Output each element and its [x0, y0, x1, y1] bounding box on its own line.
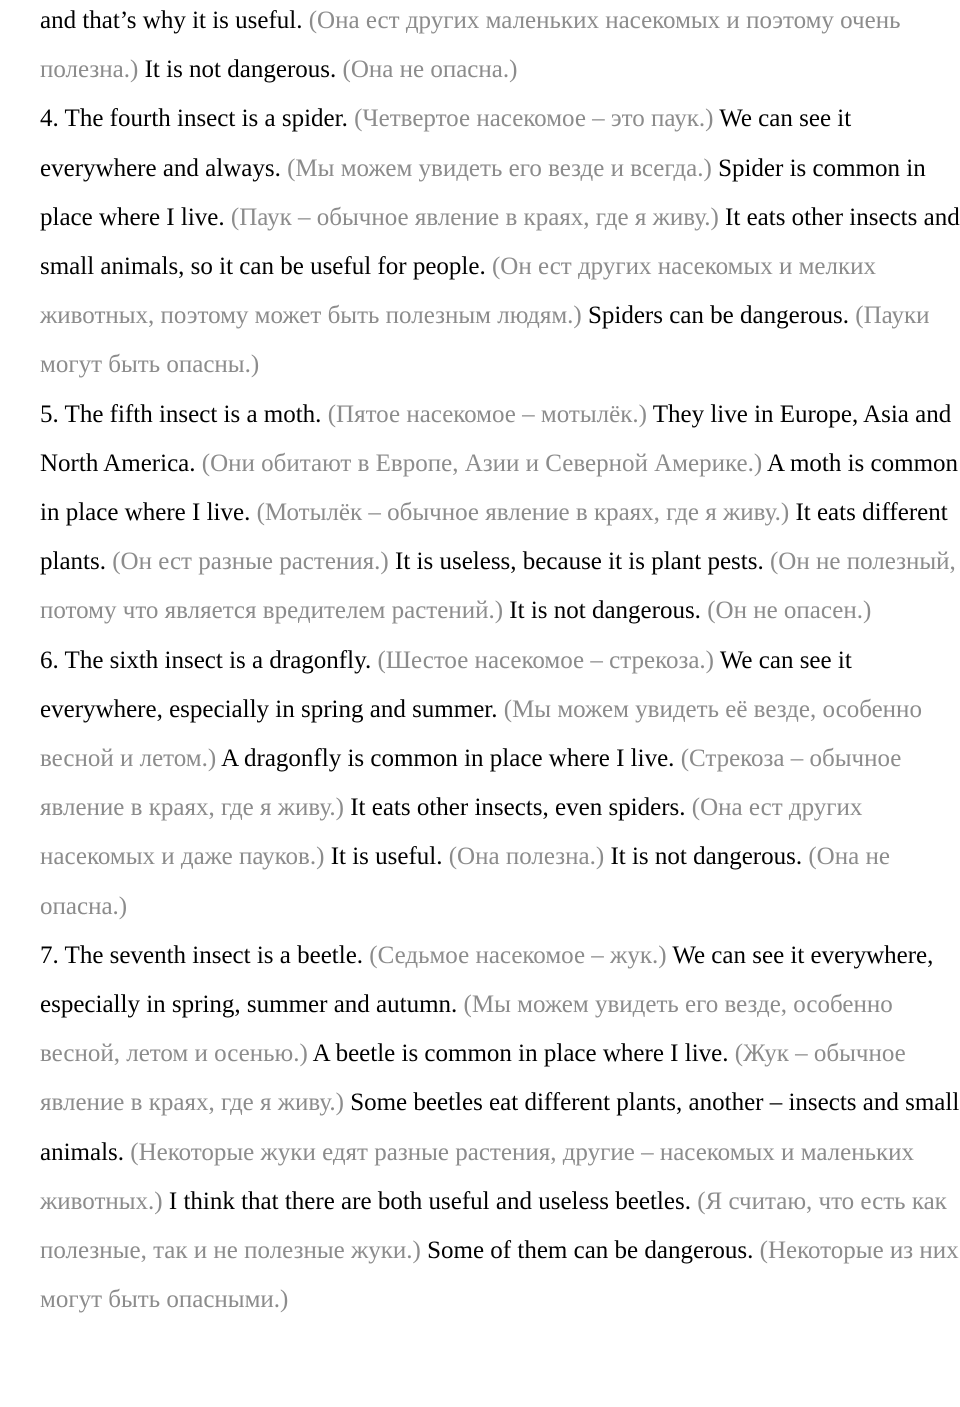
english-sentence: A beetle is common in place where I live. [312, 1040, 735, 1068]
english-sentence: Some beetles eat different plants, another – insects and small animals. [40, 1089, 960, 1166]
english-sentence: We can see it everywhere, especially in spring and summer. [40, 646, 852, 723]
english-sentence: It is useful. [330, 843, 449, 871]
english-sentence: 6. The sixth insect is a dragonfly. [40, 646, 378, 674]
russian-translation: (Седьмое насекомое – жук.) [369, 941, 673, 969]
english-sentence: A dragonfly is common in place where I live. [221, 745, 681, 773]
russian-translation: (Она ест других насекомых и даже пауков.) [40, 794, 863, 871]
russian-translation: (Некоторые жуки едят разные растения, другие – насекомых и маленьких животных.) [40, 1138, 915, 1215]
russian-translation: (Некоторые из них могут быть опасными.) [40, 1237, 959, 1314]
russian-translation: (Я считаю, что есть как полезные, так и не полезные жуки.) [40, 1187, 947, 1265]
english-sentence: It eats other insects and small animals, so it can be useful for people. [40, 203, 960, 281]
english-sentence: It is useless, because it is plant pests. [395, 548, 770, 576]
russian-translation: (Жук – обычное явление в краях, где я живу.) [40, 1040, 906, 1117]
english-sentence: It is not dangerous. [144, 56, 343, 84]
english-sentence: I think that there are both useful and useless beetles. [168, 1187, 698, 1215]
russian-translation: (Мы можем увидеть его везде и всегда.) [287, 154, 719, 182]
paragraph-insect-3-end [40, 0, 960, 94]
russian-translation: (Он ест других насекомых и мелких животных, поэтому может быть полезным людям.) [40, 253, 877, 330]
english-sentence: It eats different plants. [40, 499, 948, 576]
russian-translation: (Паук – обычное явление в краях, где я живу.) [230, 203, 726, 231]
english-sentence: Spiders can be dangerous. [587, 302, 856, 330]
russian-translation: (Пауки могут быть опасны.) [40, 302, 930, 379]
russian-translation: (Мотылёк – обычное явление в краях, где я живу.) [256, 499, 796, 527]
english-sentence: They live in Europe, Asia and North America. [40, 400, 952, 477]
russian-translation: (Они обитают в Европе, Азии и Северной Америке.) [201, 449, 768, 477]
english-sentence: Spider is common in place where I live. [40, 154, 926, 231]
russian-translation: (Она ест других маленьких насекомых и поэтому очень полезна.) [40, 7, 901, 84]
russian-translation: (Она полезна.) [448, 843, 611, 871]
russian-translation: (Пятое насекомое – мотылёк.) [327, 400, 653, 428]
english-sentence: It is not dangerous. [509, 597, 708, 625]
russian-translation: (Она не опасна.) [40, 843, 890, 920]
russian-translation: (Он не полезный, потому что является вредителем растений.) [40, 548, 956, 625]
english-sentence: Some of them can be dangerous. [427, 1237, 760, 1265]
paragraph-insect-7-beetle [40, 931, 960, 1325]
russian-translation: (Она не опасна.) [342, 56, 518, 84]
russian-translation: (Он не опасен.) [707, 597, 872, 625]
document-page [40, 0, 960, 1324]
russian-translation: (Мы можем увидеть её везде, особенно весной и летом.) [40, 695, 922, 773]
english-sentence: and that’s why it is useful. [40, 7, 309, 34]
english-sentence: 5. The fifth insect is a moth. [40, 400, 328, 428]
russian-translation: (Шестое насекомое – стрекоза.) [377, 646, 720, 674]
english-sentence: It is not dangerous. [610, 843, 809, 871]
russian-translation: (Мы можем увидеть его везде, особенно весной, летом и осенью.) [40, 991, 893, 1068]
english-sentence: We can see it everywhere and always. [40, 105, 852, 182]
paragraph-insect-6-dragonfly [40, 636, 960, 931]
paragraph-insect-4-spider [40, 94, 960, 389]
english-sentence: A moth is common in place where I live. [40, 449, 959, 527]
russian-translation: (Четвертое насекомое – это паук.) [354, 105, 720, 133]
english-sentence: 4. The fourth insect is a spider. [40, 105, 355, 133]
english-sentence: We can see it everywhere, especially in spring, summer and autumn. [40, 941, 934, 1019]
russian-translation: (Стрекоза – обычное явление в краях, где я живу.) [40, 745, 902, 822]
paragraph-insect-5-moth [40, 390, 960, 636]
russian-translation: (Он ест разные растения.) [112, 548, 396, 576]
english-sentence: It eats other insects, even spiders. [350, 794, 692, 822]
english-sentence: 7. The seventh insect is a beetle. [40, 941, 370, 969]
